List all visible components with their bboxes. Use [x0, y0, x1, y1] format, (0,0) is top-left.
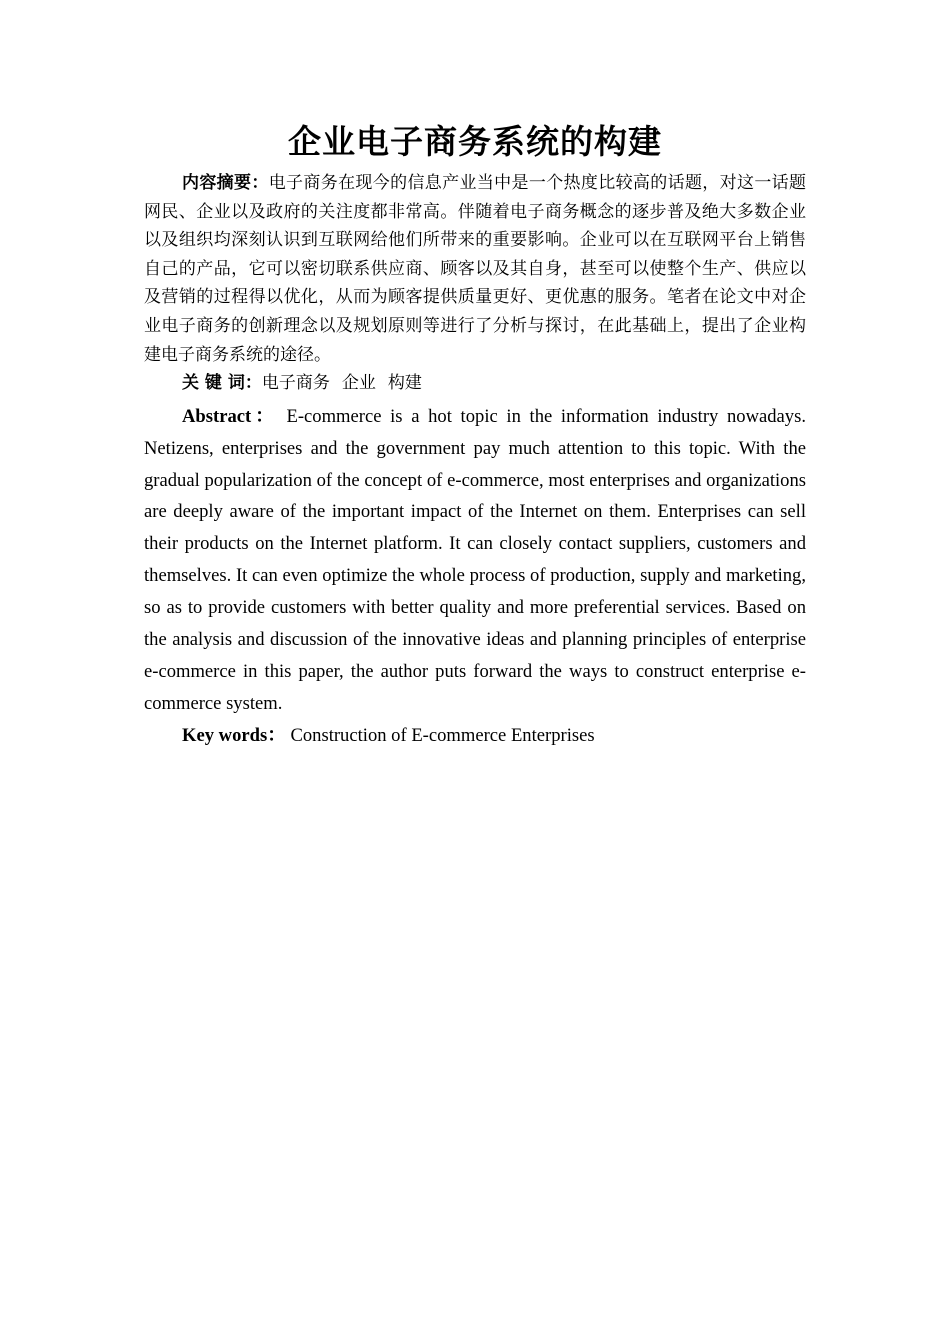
abstract-en — [144, 401, 806, 720]
abstract-en-label: Abstract： — [182, 405, 278, 427]
keywords-cn-label: 关 键 词： — [182, 373, 262, 394]
abstract-cn-text: 电子商务在现今的信息产业当中是一个热度比较高的话题，对这一话题网民、企业以及政府的关注度都非常高。伴随着电子商务概念的逐步普及绝大多数企业以及组织均深刻认识到互联网给他们所带来的重要影响。企业可以在互联网平台上销售自己的产品，它可以密切联系供应商、顾客以及其自身，甚至可以使整个生产、供应以及营销的过程得以优化，从而为顾客提供质量更好、更优惠的服务。笔者在论文中对企业电子商务的创新理念以及规划原则等进行了分析与探讨，在此基础上，提出了企业构建电子商务系统的途径。 — [144, 173, 807, 365]
keywords-en-text: Construction of E-commerce Enterprises — [290, 724, 595, 746]
abstract-en-text: E-commerce is a hot topic in the information industry nowadays. Netizens, enterprises and the government pay much attention to this topic. With the gradual popularization of the concept of e-commerce, most enterprises and organizations are deeply aware of the important impact of the Internet on them. Enterprises can sell their products on the Internet platform. It can closely contact suppliers, customers and themselves. It can even optimize the whole process of production, supply and marketing, so as to provide customers with better quality and more preferential services. Based on the analysis and discussion of the innovative ideas and planning principles of enterprise e-commerce in this paper, the author puts forward the ways to construct enterprise e-commerce system. — [144, 405, 806, 714]
keywords-en-label: Key words： — [182, 724, 286, 746]
keywords-cn — [144, 369, 806, 398]
keyword-cn-item: 企业 — [341, 373, 376, 394]
paper-title: 企业电子商务系统的构建 — [288, 122, 662, 161]
paper-page — [144, 118, 806, 752]
abstract-cn — [144, 169, 806, 369]
keyword-cn-item: 电子商务 — [261, 373, 330, 394]
abstract-cn-label: 内容摘要： — [182, 173, 269, 193]
keywords-en — [144, 720, 806, 752]
keyword-cn-item: 构建 — [387, 373, 422, 394]
